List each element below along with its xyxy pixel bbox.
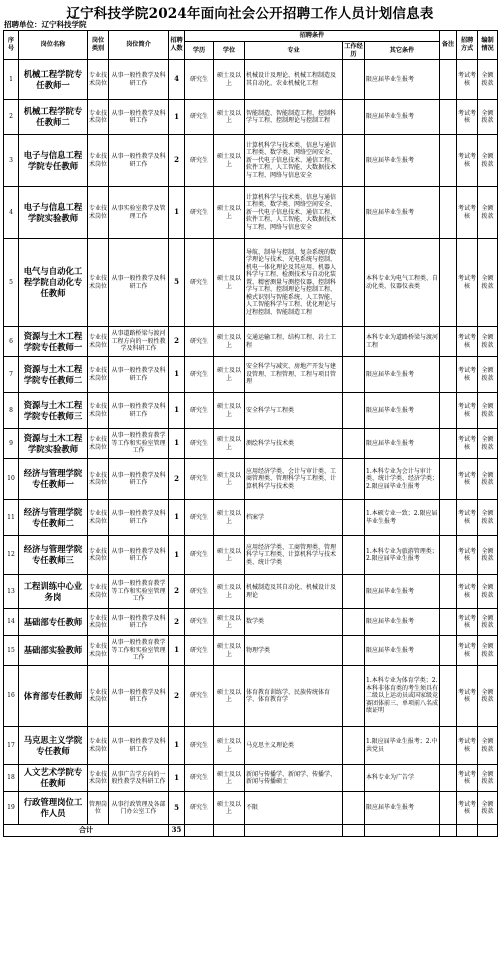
cell-education: 研究生 bbox=[185, 666, 214, 727]
cell-method: 考试考核 bbox=[457, 100, 478, 135]
cell-post-name: 经济与管理学院专任教师二 bbox=[19, 500, 88, 536]
cell-staffing: 全额拨款 bbox=[478, 536, 498, 575]
cell-education: 研究生 bbox=[185, 536, 214, 575]
cell-seq: 10 bbox=[4, 459, 19, 500]
cell-count: 1 bbox=[169, 393, 185, 429]
cell-post-intro: 从事实验室教学及管理工作 bbox=[109, 187, 169, 239]
cell-staffing: 全额拨款 bbox=[478, 239, 498, 327]
cell-education: 研究生 bbox=[185, 239, 214, 327]
table-row bbox=[4, 357, 498, 393]
cell-remark bbox=[440, 459, 457, 500]
cell-staffing: 全额拨款 bbox=[478, 187, 498, 239]
cell-experience bbox=[343, 500, 365, 536]
cell-seq: 13 bbox=[4, 575, 19, 609]
cell-major: 体育教育训练学、民族传统体育学、体育教育学 bbox=[245, 666, 343, 727]
cell-post-name: 人文艺术学院专任教师 bbox=[19, 765, 88, 792]
cell-experience bbox=[343, 135, 365, 187]
cell-remark bbox=[440, 666, 457, 727]
cell-post-type: 专业技术岗位 bbox=[88, 135, 109, 187]
cell-post-name: 电气与自动化工程学院自动化专任教师 bbox=[19, 239, 88, 327]
cell-experience bbox=[343, 357, 365, 393]
cell-major: 不限 bbox=[245, 792, 343, 825]
cell-post-name: 资源与土木工程学院专任教师三 bbox=[19, 393, 88, 429]
cell-experience bbox=[343, 727, 365, 765]
cell-seq: 4 bbox=[4, 187, 19, 239]
cell-degree: 硕士及以上 bbox=[214, 187, 245, 239]
recruiting-unit: 招聘单位：辽宁科技学院 bbox=[4, 20, 87, 29]
cell-post-intro: 从事一般性教学及科研工作 bbox=[109, 393, 169, 429]
cell-method: 考试考核 bbox=[457, 666, 478, 727]
cell-remark bbox=[440, 765, 457, 792]
cell-post-intro: 从事一般性教学及科研工作 bbox=[109, 100, 169, 135]
cell-count: 1 bbox=[169, 536, 185, 575]
cell-remark bbox=[440, 500, 457, 536]
header-education: 学历 bbox=[185, 42, 214, 60]
cell-remark bbox=[440, 792, 457, 825]
cell-post-type: 专业技术岗位 bbox=[88, 100, 109, 135]
cell-remark bbox=[440, 727, 457, 765]
cell-remark bbox=[440, 327, 457, 357]
cell-other: 限应届毕业生报考 bbox=[365, 393, 440, 429]
cell-post-type: 专业技术岗位 bbox=[88, 60, 109, 100]
cell-degree: 硕士及以上 bbox=[214, 609, 245, 636]
header-post-name: 岗位名称 bbox=[19, 31, 88, 60]
cell-remark bbox=[440, 60, 457, 100]
cell-seq: 12 bbox=[4, 536, 19, 575]
table-row bbox=[4, 792, 498, 825]
cell-major: 应用经济学类、会计与审计类、工商管理类、管理科学与工程类、计算机科学与技术类 bbox=[245, 459, 343, 500]
cell-remark bbox=[440, 187, 457, 239]
cell-seq: 14 bbox=[4, 609, 19, 636]
total-label: 合计 bbox=[4, 825, 169, 837]
cell-education: 研究生 bbox=[185, 100, 214, 135]
cell-post-intro: 从事一般性教学及科研工作 bbox=[109, 239, 169, 327]
total-empty bbox=[440, 825, 457, 837]
cell-degree: 硕士及以上 bbox=[214, 636, 245, 666]
cell-count: 5 bbox=[169, 792, 185, 825]
cell-staffing: 全额拨款 bbox=[478, 459, 498, 500]
cell-post-intro: 从事一般性教学及科研工作 bbox=[109, 459, 169, 500]
cell-degree: 硕士及以上 bbox=[214, 357, 245, 393]
cell-degree: 硕士及以上 bbox=[214, 666, 245, 727]
cell-count: 4 bbox=[169, 60, 185, 100]
cell-count: 2 bbox=[169, 135, 185, 187]
cell-post-intro: 从事一般性教学及科研工作 bbox=[109, 727, 169, 765]
cell-remark bbox=[440, 636, 457, 666]
cell-seq: 5 bbox=[4, 239, 19, 327]
cell-count: 1 bbox=[169, 357, 185, 393]
cell-method: 考试考核 bbox=[457, 536, 478, 575]
cell-post-name: 马克思主义学院专任教师 bbox=[19, 727, 88, 765]
cell-experience bbox=[343, 792, 365, 825]
cell-experience bbox=[343, 393, 365, 429]
cell-experience bbox=[343, 765, 365, 792]
cell-staffing: 全额拨款 bbox=[478, 636, 498, 666]
cell-major: 机械设计及理论、机械工程制造及其自动化、农业机械化工程 bbox=[245, 60, 343, 100]
cell-degree: 硕士及以上 bbox=[214, 575, 245, 609]
cell-post-intro: 从事一般性教育教学等工作和实验室管理工作 bbox=[109, 575, 169, 609]
cell-experience bbox=[343, 100, 365, 135]
header-seq: 序号 bbox=[4, 31, 19, 60]
cell-other: 1.限应届毕业生报考；2.中共党员 bbox=[365, 727, 440, 765]
cell-major: 安全科学与工程类 bbox=[245, 393, 343, 429]
cell-remark bbox=[440, 100, 457, 135]
cell-education: 研究生 bbox=[185, 636, 214, 666]
cell-degree: 硕士及以上 bbox=[214, 60, 245, 100]
header-method: 招聘方式 bbox=[457, 31, 478, 60]
cell-education: 研究生 bbox=[185, 327, 214, 357]
cell-post-type: 专业技术岗位 bbox=[88, 500, 109, 536]
cell-other: 1.本科专业为旅游管理类；2.限应届毕业生报考 bbox=[365, 536, 440, 575]
cell-post-type: 专业技术岗位 bbox=[88, 609, 109, 636]
cell-experience bbox=[343, 609, 365, 636]
table-row bbox=[4, 429, 498, 459]
cell-post-intro: 从事行政管理及各部门办公室工作 bbox=[109, 792, 169, 825]
cell-education: 研究生 bbox=[185, 609, 214, 636]
cell-seq: 7 bbox=[4, 357, 19, 393]
table-row bbox=[4, 239, 498, 327]
header-major: 专业 bbox=[245, 42, 343, 60]
cell-staffing: 全额拨款 bbox=[478, 792, 498, 825]
header-remark: 备注 bbox=[440, 31, 457, 60]
cell-post-intro: 从事一般性教学及科研工作 bbox=[109, 357, 169, 393]
cell-post-name: 资源与土木工程学院专任教师一 bbox=[19, 327, 88, 357]
cell-major: 导航、制导与控制、复杂系统的数学理论与技术、光电系统与控制、机电一体化理论及其应用、机器人科学与工程、检测技术与自动化装置、精密测量与测控仪器、控制科学与工程、控制理论与控制工程、模式识别与智能系统、人工智能、人工智能科学与工程、优化理论与过程控制、智能制造工程 bbox=[245, 239, 343, 327]
cell-staffing: 全额拨款 bbox=[478, 393, 498, 429]
cell-post-type: 专业技术岗位 bbox=[88, 666, 109, 727]
cell-staffing: 全额拨款 bbox=[478, 666, 498, 727]
cell-seq: 9 bbox=[4, 429, 19, 459]
cell-post-type: 专业技术岗位 bbox=[88, 187, 109, 239]
cell-other: 限应届毕业生报考 bbox=[365, 187, 440, 239]
header-other: 其它条件 bbox=[365, 42, 440, 60]
table-row bbox=[4, 60, 498, 100]
cell-degree: 硕士及以上 bbox=[214, 135, 245, 187]
cell-degree: 硕士及以上 bbox=[214, 765, 245, 792]
cell-post-name: 资源与土木工程学院专任教师二 bbox=[19, 357, 88, 393]
cell-post-intro: 从事一般性教学及科研工作 bbox=[109, 536, 169, 575]
cell-post-name: 工程训练中心业务岗 bbox=[19, 575, 88, 609]
cell-method: 考试考核 bbox=[457, 357, 478, 393]
table-row bbox=[4, 459, 498, 500]
cell-staffing: 全额拨款 bbox=[478, 135, 498, 187]
cell-education: 研究生 bbox=[185, 135, 214, 187]
cell-major: 物理学类 bbox=[245, 636, 343, 666]
cell-post-name: 机械工程学院专任教师二 bbox=[19, 100, 88, 135]
cell-seq: 15 bbox=[4, 636, 19, 666]
cell-post-name: 资源与土木工程学院实验教师 bbox=[19, 429, 88, 459]
table-row bbox=[4, 575, 498, 609]
cell-method: 考试考核 bbox=[457, 459, 478, 500]
cell-seq: 17 bbox=[4, 727, 19, 765]
total-empty bbox=[457, 825, 478, 837]
cell-method: 考试考核 bbox=[457, 135, 478, 187]
table-row bbox=[4, 765, 498, 792]
cell-other: 限应届毕业生报考 bbox=[365, 357, 440, 393]
cell-other: 本科专业为广告学 bbox=[365, 765, 440, 792]
cell-method: 考试考核 bbox=[457, 765, 478, 792]
cell-staffing: 全额拨款 bbox=[478, 500, 498, 536]
cell-count: 1 bbox=[169, 429, 185, 459]
cell-post-type: 专业技术岗位 bbox=[88, 536, 109, 575]
table-row bbox=[4, 636, 498, 666]
header-conditions: 招聘条件 bbox=[185, 31, 440, 42]
cell-education: 研究生 bbox=[185, 357, 214, 393]
cell-experience bbox=[343, 459, 365, 500]
cell-seq: 8 bbox=[4, 393, 19, 429]
cell-staffing: 全额拨款 bbox=[478, 609, 498, 636]
cell-experience bbox=[343, 429, 365, 459]
cell-major: 马克思主义理论类 bbox=[245, 727, 343, 765]
cell-count: 2 bbox=[169, 575, 185, 609]
cell-major: 计算机科学与技术类、信息与通信工程类、数学类、网络空间安全、新一代电子信息技术、通信工程、软件工程、人工智能、大数据技术与工程、网络与信息安全 bbox=[245, 135, 343, 187]
cell-education: 研究生 bbox=[185, 500, 214, 536]
cell-post-type: 专业技术岗位 bbox=[88, 393, 109, 429]
cell-method: 考试考核 bbox=[457, 239, 478, 327]
cell-experience bbox=[343, 327, 365, 357]
cell-post-intro: 从事一般性教学及科研工作 bbox=[109, 500, 169, 536]
header-staffing: 编制情况 bbox=[478, 31, 498, 60]
table-row bbox=[4, 393, 498, 429]
cell-education: 研究生 bbox=[185, 393, 214, 429]
header-degree: 学位 bbox=[214, 42, 245, 60]
total-empty bbox=[343, 825, 365, 837]
cell-method: 考试考核 bbox=[457, 609, 478, 636]
cell-major: 新闻与传播学、新闻学、传播学、新闻与传播硕士 bbox=[245, 765, 343, 792]
cell-other: 限应届毕业生报考 bbox=[365, 609, 440, 636]
total-empty bbox=[245, 825, 343, 837]
cell-other: 限应届毕业生报考 bbox=[365, 60, 440, 100]
cell-degree: 硕士及以上 bbox=[214, 459, 245, 500]
cell-seq: 18 bbox=[4, 765, 19, 792]
cell-staffing: 全额拨款 bbox=[478, 429, 498, 459]
cell-post-name: 经济与管理学院专任教师三 bbox=[19, 536, 88, 575]
cell-post-name: 经济与管理学院专任教师一 bbox=[19, 459, 88, 500]
table-row bbox=[4, 500, 498, 536]
cell-experience bbox=[343, 187, 365, 239]
cell-method: 考试考核 bbox=[457, 636, 478, 666]
table-row bbox=[4, 187, 498, 239]
cell-post-type: 专业技术岗位 bbox=[88, 636, 109, 666]
cell-remark bbox=[440, 429, 457, 459]
cell-post-name: 基础部实验教师 bbox=[19, 636, 88, 666]
cell-other: 限应届毕业生报考 bbox=[365, 575, 440, 609]
cell-post-name: 基础部专任教师 bbox=[19, 609, 88, 636]
cell-education: 研究生 bbox=[185, 459, 214, 500]
cell-other: 1.本硕专业一致；2.限应届毕业生报考 bbox=[365, 500, 440, 536]
cell-post-name: 体育部专任教师 bbox=[19, 666, 88, 727]
cell-remark bbox=[440, 575, 457, 609]
cell-staffing: 全额拨款 bbox=[478, 60, 498, 100]
cell-degree: 硕士及以上 bbox=[214, 536, 245, 575]
cell-experience bbox=[343, 60, 365, 100]
cell-other: 限应届毕业生报考 bbox=[365, 636, 440, 666]
cell-post-intro: 从事一般性教学及科研工作 bbox=[109, 60, 169, 100]
table-row bbox=[4, 327, 498, 357]
cell-count: 1 bbox=[169, 727, 185, 765]
total-count: 35 bbox=[169, 825, 185, 837]
cell-major: 交通运输工程、结构工程、岩土工程 bbox=[245, 327, 343, 357]
cell-count: 5 bbox=[169, 239, 185, 327]
cell-seq: 3 bbox=[4, 135, 19, 187]
cell-degree: 硕士及以上 bbox=[214, 500, 245, 536]
cell-remark bbox=[440, 239, 457, 327]
cell-post-name: 电子与信息工程学院实验教师 bbox=[19, 187, 88, 239]
cell-post-type: 专业技术岗位 bbox=[88, 727, 109, 765]
table-row bbox=[4, 609, 498, 636]
cell-major: 应用经济学类、工商管理类、管理科学与工程类、计算机科学与技术类、统计学类 bbox=[245, 536, 343, 575]
cell-count: 1 bbox=[169, 500, 185, 536]
cell-experience bbox=[343, 536, 365, 575]
total-empty bbox=[365, 825, 440, 837]
cell-major: 数学类 bbox=[245, 609, 343, 636]
cell-remark bbox=[440, 357, 457, 393]
cell-degree: 硕士及以上 bbox=[214, 100, 245, 135]
cell-seq: 6 bbox=[4, 327, 19, 357]
total-empty bbox=[214, 825, 245, 837]
cell-degree: 硕士及以上 bbox=[214, 792, 245, 825]
cell-degree: 硕士及以上 bbox=[214, 429, 245, 459]
cell-seq: 11 bbox=[4, 500, 19, 536]
cell-other: 限应届毕业生报考 bbox=[365, 429, 440, 459]
cell-education: 研究生 bbox=[185, 187, 214, 239]
cell-degree: 硕士及以上 bbox=[214, 239, 245, 327]
cell-staffing: 全额拨款 bbox=[478, 100, 498, 135]
cell-education: 研究生 bbox=[185, 60, 214, 100]
cell-staffing: 全额拨款 bbox=[478, 357, 498, 393]
cell-method: 考试考核 bbox=[457, 575, 478, 609]
cell-post-type: 专业技术岗位 bbox=[88, 765, 109, 792]
cell-post-intro: 从事广告学方向的一般性教学及科研工作 bbox=[109, 765, 169, 792]
cell-other: 本科专业为道路桥梁与渡河工程 bbox=[365, 327, 440, 357]
cell-count: 2 bbox=[169, 327, 185, 357]
cell-method: 考试考核 bbox=[457, 500, 478, 536]
cell-method: 考试考核 bbox=[457, 727, 478, 765]
cell-seq: 16 bbox=[4, 666, 19, 727]
cell-post-type: 专业技术岗位 bbox=[88, 357, 109, 393]
cell-other: 1.本科专业为体育学类；2.本科非体育类的考生须具有二级以上运动员或国家级竞赛团体前三、单项前八名成绩证明 bbox=[365, 666, 440, 727]
cell-staffing: 全额拨款 bbox=[478, 327, 498, 357]
cell-post-name: 机械工程学院专任教师一 bbox=[19, 60, 88, 100]
cell-count: 1 bbox=[169, 187, 185, 239]
cell-experience bbox=[343, 636, 365, 666]
cell-post-type: 专业技术岗位 bbox=[88, 429, 109, 459]
cell-other: 本科专业为电气工程类、自动化类、仪器仪表类 bbox=[365, 239, 440, 327]
cell-post-type: 专业技术岗位 bbox=[88, 239, 109, 327]
cell-remark bbox=[440, 609, 457, 636]
total-empty bbox=[185, 825, 214, 837]
cell-seq: 2 bbox=[4, 100, 19, 135]
cell-count: 1 bbox=[169, 100, 185, 135]
cell-remark bbox=[440, 536, 457, 575]
header-post-intro: 岗位简介 bbox=[109, 31, 169, 60]
cell-post-type: 专业技术岗位 bbox=[88, 459, 109, 500]
cell-method: 考试考核 bbox=[457, 187, 478, 239]
cell-post-intro: 从事一般性教育教学等工作和实验室管理工作 bbox=[109, 636, 169, 666]
cell-post-intro: 从事一般性教学及科研工作 bbox=[109, 609, 169, 636]
cell-count: 1 bbox=[169, 636, 185, 666]
cell-education: 研究生 bbox=[185, 792, 214, 825]
cell-major: 测绘科学与技术类 bbox=[245, 429, 343, 459]
cell-other: 限应届毕业生报考 bbox=[365, 135, 440, 187]
cell-count: 2 bbox=[169, 459, 185, 500]
cell-staffing: 全额拨款 bbox=[478, 765, 498, 792]
table-row bbox=[4, 727, 498, 765]
cell-major: 安全科学与减灾、房地产开发与建设管理、工程管理、工程与项目管理 bbox=[245, 357, 343, 393]
cell-count: 2 bbox=[169, 666, 185, 727]
page-title: 辽宁科技学院2024年面向社会公开招聘工作人员计划信息表 bbox=[66, 6, 434, 22]
header-experience: 工作经历 bbox=[344, 42, 363, 58]
cell-staffing: 全额拨款 bbox=[478, 727, 498, 765]
cell-experience bbox=[343, 666, 365, 727]
cell-education: 研究生 bbox=[185, 429, 214, 459]
cell-other: 限应届毕业生报考 bbox=[365, 100, 440, 135]
cell-post-intro: 从事一般性教学及科研工作 bbox=[109, 135, 169, 187]
cell-method: 考试考核 bbox=[457, 429, 478, 459]
cell-post-type: 专业技术岗位 bbox=[88, 327, 109, 357]
cell-degree: 硕士及以上 bbox=[214, 393, 245, 429]
table-body bbox=[4, 60, 498, 825]
cell-count: 2 bbox=[169, 609, 185, 636]
cell-education: 研究生 bbox=[185, 765, 214, 792]
cell-major: 计算机科学与技术类、信息与通信工程类、数学类、网络空间安全、新一代电子信息技术、通信工程、软件工程、人工智能、大数据技术与工程、网络与信息安全 bbox=[245, 187, 343, 239]
cell-post-name: 行政管理岗位工作人员 bbox=[19, 792, 88, 825]
cell-post-intro: 从事一般性教育教学等工作和实验室管理工作 bbox=[109, 429, 169, 459]
cell-method: 考试考核 bbox=[457, 792, 478, 825]
cell-experience bbox=[343, 239, 365, 327]
table-row bbox=[4, 135, 498, 187]
cell-staffing: 全额拨款 bbox=[478, 575, 498, 609]
header-post-type: 岗位类别 bbox=[88, 31, 109, 60]
cell-other: 1.本科专业为会计与审计类、统计学类、经济学类；2.限应届毕业生报考 bbox=[365, 459, 440, 500]
cell-remark bbox=[440, 393, 457, 429]
cell-other: 限应届毕业生报考 bbox=[365, 792, 440, 825]
cell-method: 考试考核 bbox=[457, 393, 478, 429]
cell-seq: 19 bbox=[4, 792, 19, 825]
cell-experience bbox=[343, 575, 365, 609]
cell-post-name: 电子与信息工程学院专任教师 bbox=[19, 135, 88, 187]
header-count: 招聘人数 bbox=[169, 31, 185, 60]
cell-major: 智能制造、智能制造工程、控制科学与工程、控制理论与控制工程 bbox=[245, 100, 343, 135]
table-row bbox=[4, 100, 498, 135]
cell-post-type: 管理岗位 bbox=[88, 792, 109, 825]
cell-major: 机械制造及其自动化、机械设计及理论 bbox=[245, 575, 343, 609]
table-row bbox=[4, 536, 498, 575]
cell-education: 研究生 bbox=[185, 575, 214, 609]
cell-major: 档案学 bbox=[245, 500, 343, 536]
total-empty bbox=[478, 825, 498, 837]
cell-degree: 硕士及以上 bbox=[214, 327, 245, 357]
cell-method: 考试考核 bbox=[457, 327, 478, 357]
cell-seq: 1 bbox=[4, 60, 19, 100]
cell-count: 1 bbox=[169, 765, 185, 792]
table-row bbox=[4, 666, 498, 727]
cell-method: 考试考核 bbox=[457, 60, 478, 100]
cell-post-type: 专业技术岗位 bbox=[88, 575, 109, 609]
cell-remark bbox=[440, 135, 457, 187]
total-row bbox=[4, 825, 498, 837]
cell-post-intro: 从事道路桥梁与渡河工程方向的一般性教学及科研工作 bbox=[109, 327, 169, 357]
cell-post-intro: 从事一般性教学及科研工作 bbox=[109, 666, 169, 727]
recruitment-table bbox=[3, 30, 498, 837]
cell-education: 研究生 bbox=[185, 727, 214, 765]
cell-degree: 硕士及以上 bbox=[214, 727, 245, 765]
